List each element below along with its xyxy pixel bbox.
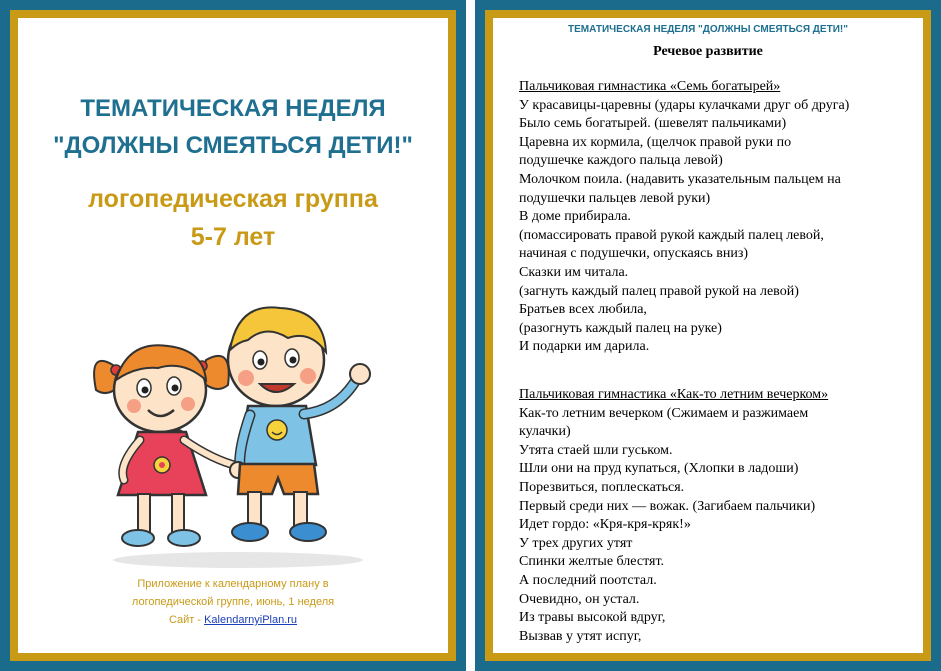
poem-line: Из травы высокой вдруг, <box>519 610 666 626</box>
poem-line: И подарки им дарила. <box>519 339 650 355</box>
poem-line: подушечке каждого пальца левой) <box>519 153 723 169</box>
poem-line: Шли они на пруд купаться, (Хлопки в ладоши) <box>519 461 799 477</box>
content-page <box>475 0 941 671</box>
poem-line: Очевидно, он устал. <box>519 591 640 607</box>
poem-line: начиная с подушечки, опускаясь вниз) <box>519 246 749 262</box>
cover-title-line1: ТЕМАТИЧЕСКАЯ НЕДЕЛЯ <box>80 95 386 122</box>
poem-title: Пальчиковая гимнастика «Как-то летним вечерком» <box>519 387 829 402</box>
cover-title-line2: "ДОЛЖНЫ СМЕЯТЬСЯ ДЕТИ!" <box>53 132 413 159</box>
cover-footnote <box>18 575 448 629</box>
cover-border <box>10 10 456 661</box>
poem-line: У красавицы-царевны (удары кулачками друг об друга) <box>519 97 850 113</box>
poem-line: Утята стаей шли гуськом. <box>519 442 673 458</box>
poem-line: У трех других утят <box>519 535 633 551</box>
poem-line: (загнуть каждый палец правой рукой на левой) <box>519 283 799 299</box>
poem-line: А последний поотстал. <box>519 572 657 588</box>
cover-page <box>0 0 466 671</box>
site-label: Сайт - <box>168 614 205 626</box>
children-holding-hands-icon <box>88 280 388 570</box>
note-line1: Приложение к календарному плану в <box>137 578 329 590</box>
content-border <box>485 10 931 661</box>
poem-line: подушечки пальцев левой руки) <box>519 190 711 206</box>
poem-line: Первый среди них — вожак. (Загибаем пальчики) <box>519 498 816 514</box>
page-header: ТЕМАТИЧЕСКАЯ НЕДЕЛЯ "ДОЛЖНЫ СМЕЯТЬСЯ ДЕТИ!" <box>568 24 848 35</box>
poem-line: (разогнуть каждый палец на руке) <box>519 320 722 336</box>
poem-line: Спинки желтые блестят. <box>519 554 665 570</box>
content-sheet <box>493 18 923 653</box>
poem-seven-heroes <box>519 78 909 357</box>
poem-line: Молочком поила. (надавить указательным пальцем на <box>519 171 841 187</box>
poem-line: Царевна их кормила, (щелчок правой руки по <box>519 134 792 150</box>
section-title: Речевое развитие <box>653 44 763 59</box>
age-label: 5-7 лет <box>190 223 276 251</box>
cover-subtitle <box>18 180 448 256</box>
poem-line: В доме прибирала. <box>519 209 631 225</box>
poem-line: Как-то летним вечерком (Сжимаем и разжимаем <box>519 405 809 421</box>
poem-line: (помассировать правой рукой каждый палец левой, <box>519 227 824 243</box>
note-line2: логопедической группе, июнь, 1 неделя <box>131 596 335 608</box>
poem-line: Порезвиться, поплескаться. <box>519 479 685 495</box>
poem-line: Было семь богатырей. (шевелят пальчиками) <box>519 116 787 132</box>
site-link[interactable]: KalendarnyiPlan.ru <box>204 614 298 626</box>
poem-line: Братьев всех любила, <box>519 302 647 318</box>
poem-line: Сказки им читала. <box>519 264 629 280</box>
poem-line: кулачки) <box>519 424 571 440</box>
poem-title: Пальчиковая гимнастика «Семь богатырей» <box>519 79 781 94</box>
cover-title <box>18 90 448 164</box>
poem-line: Вызвав у утят испуг, <box>519 628 642 644</box>
cover-sheet <box>18 18 448 653</box>
group-label: логопедическая группа <box>88 185 378 213</box>
poem-summer-evening <box>519 386 909 646</box>
poem-line: Идет гордо: «Кря-кря-кряк!» <box>519 517 691 533</box>
site-line <box>18 611 448 629</box>
